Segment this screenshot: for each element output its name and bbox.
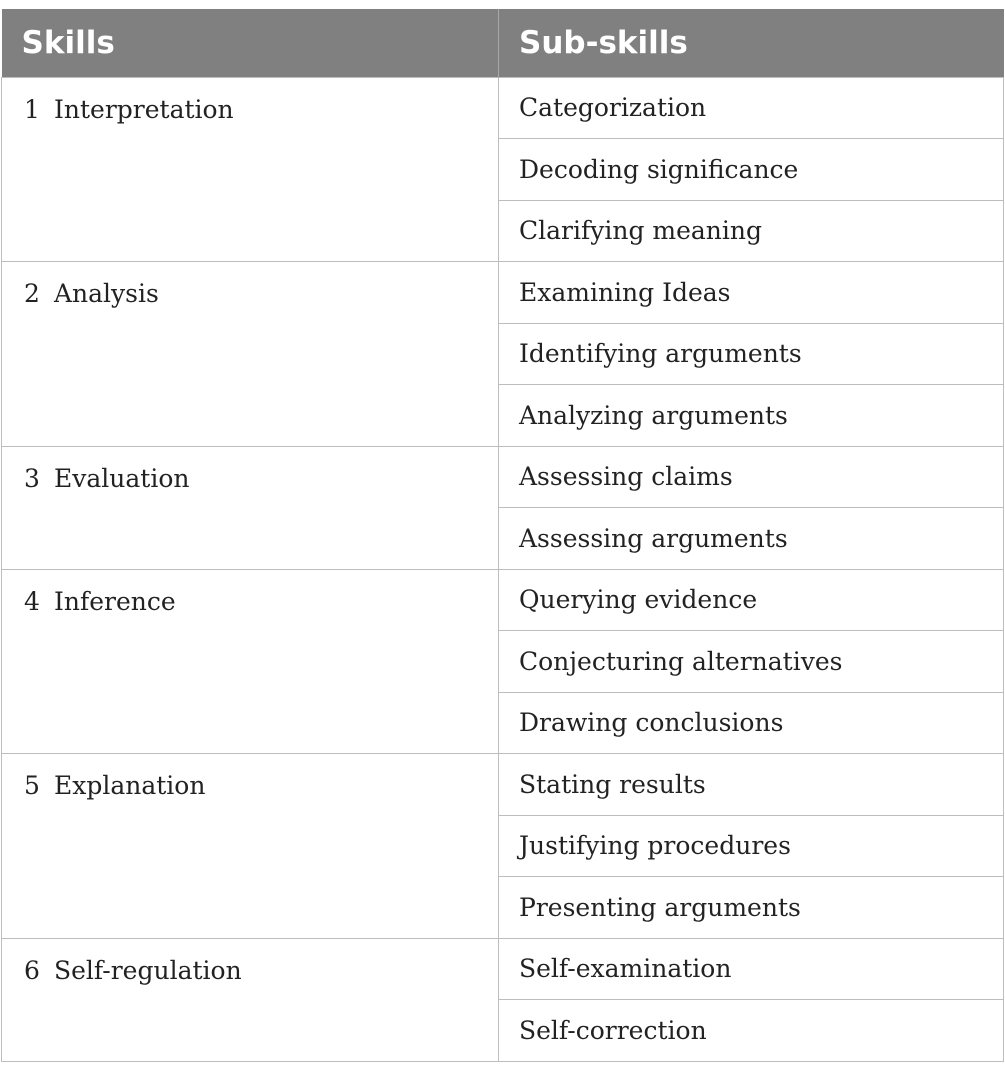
skill-cell: [2, 938, 499, 1061]
sub-skill-cell: Decoding significance: [499, 139, 1004, 201]
sub-skill-cell: Self-examination: [499, 938, 1004, 1000]
sub-skill-cell: Self-correction: [499, 1000, 1004, 1062]
skill-name: Analysis: [54, 279, 159, 308]
skill-number: 6: [24, 955, 40, 985]
table-row: [2, 754, 1004, 816]
sub-skill-cell: Assessing claims: [499, 446, 1004, 508]
sub-skill-cell: Identifying arguments: [499, 323, 1004, 385]
header-row: [2, 9, 1004, 77]
table-row: [2, 569, 1004, 631]
sub-skill-cell: Analyzing arguments: [499, 385, 1004, 447]
table-row: [2, 262, 1004, 324]
skill-name: Self-regulation: [54, 955, 242, 985]
header-sub-skills: Sub-skills: [499, 9, 1004, 77]
skill-cell: [2, 446, 499, 569]
skill-number: 2: [24, 279, 40, 308]
table-row: [2, 446, 1004, 508]
sub-skill-cell: Drawing conclusions: [499, 692, 1004, 754]
sub-skill-cell: Examining Ideas: [499, 262, 1004, 324]
skill-number: 5: [24, 771, 40, 800]
skill-name: Interpretation: [54, 94, 234, 124]
skill-name: Evaluation: [54, 463, 190, 493]
table-row: [2, 77, 1004, 139]
sub-skill-cell: Presenting arguments: [499, 877, 1004, 939]
skills-table-container: [1, 9, 1003, 1062]
sub-skill-cell: Justifying procedures: [499, 815, 1004, 877]
skill-cell: [2, 569, 499, 754]
skill-cell: [2, 754, 499, 939]
sub-skill-cell: Conjecturing alternatives: [499, 631, 1004, 693]
table-header: [2, 9, 1004, 77]
table-body: [2, 77, 1004, 1061]
skill-number: 4: [24, 586, 40, 616]
sub-skill-cell: Clarifying meaning: [499, 200, 1004, 262]
sub-skill-cell: Querying evidence: [499, 569, 1004, 631]
table-row: [2, 938, 1004, 1000]
skills-table: [1, 9, 1004, 1062]
sub-skill-cell: Assessing arguments: [499, 508, 1004, 570]
sub-skill-cell: Categorization: [499, 77, 1004, 139]
sub-skill-cell: Stating results: [499, 754, 1004, 816]
skill-number: 1: [24, 94, 40, 124]
header-skills: Skills: [2, 9, 499, 77]
skill-cell: [2, 77, 499, 262]
skill-name: Inference: [54, 586, 176, 616]
skill-cell: [2, 262, 499, 447]
skill-name: Explanation: [54, 771, 206, 800]
skill-number: 3: [24, 463, 40, 493]
